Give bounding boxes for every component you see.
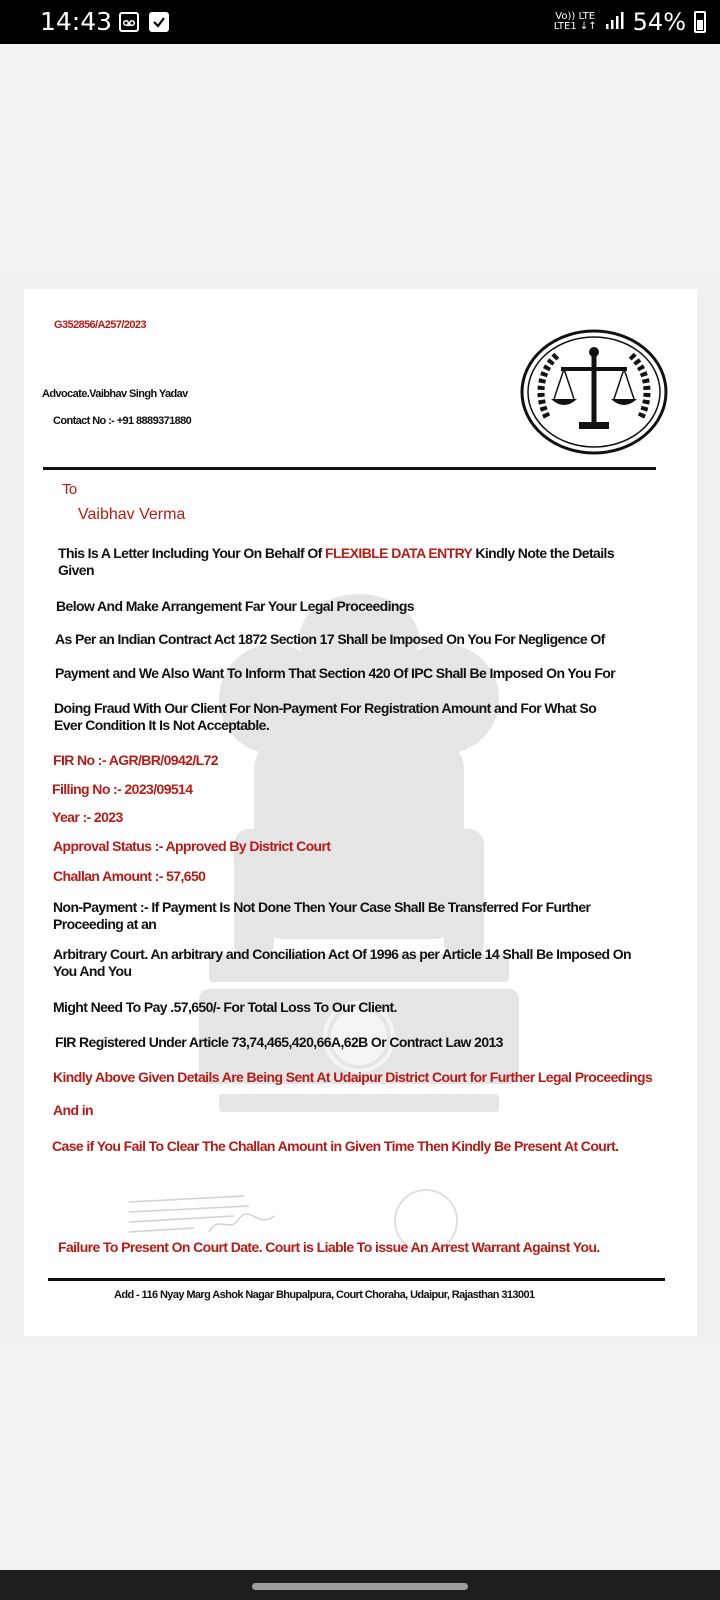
network-type: Vo)) LTE [555,11,596,22]
arbitrary-paragraph: Arbitrary Court. An arbitrary and Conciliation Act Of 1996 as per Article 14 Shall Be Imposed On You And You [53,946,632,979]
kindly-sent-notice: Kindly Above Given Details Are Being Sent At Udaipur District Court for Further Legal Proceedings [53,1069,653,1085]
advocate-name: Advocate.Vaibhav Singh Yadav [42,388,188,400]
case-if-fail: Case if You Fail To Clear The Challan Amount in Given Time Then Kindly Be Present At Court. [52,1138,619,1154]
intro-text-a: This Is A Letter Including Your On Behalf Of [58,545,326,561]
scales-of-justice-icon [519,327,669,457]
ashoka-emblem-icon [179,579,539,1139]
approval-status: Approval Status :- Approved By District Court [53,838,331,854]
network-sub: LTE1 ↓↑ [553,21,597,32]
fir-number: FIR No :- AGR/BR/0942/L72 [53,752,218,768]
address: Add - 116 Nyay Marg Ashok Nagar Bhupalpura, Court Choraha, Udaipur, Rajasthan 313001 [114,1289,535,1301]
recipient-name: Vaibhav Verma [78,506,186,523]
challan-amount: Challan Amount :- 57,650 [53,868,206,884]
legal-notice-image[interactable] [24,289,697,1336]
battery-icon [694,11,706,33]
contact-number: Contact No :- +91 8889371880 [53,415,192,427]
network-indicator [554,12,597,32]
status-time: 14:43 [40,7,113,36]
reference-number: G352856/A257/2023 [54,319,146,331]
line-contract-act: As Per an Indian Contract Act 1872 Section 17 Shall be Imposed On You For Negligence Of [55,631,605,647]
signature-stamp-icon [124,1194,304,1244]
home-gesture-handle[interactable] [252,1583,468,1590]
filling-number: Filling No :- 2023/09514 [52,781,193,797]
intro-paragraph [58,545,618,579]
might-need-to-pay: Might Need To Pay .57,650/- For Total Loss To Our Client. [53,999,397,1015]
footer-divider [48,1278,665,1281]
intro-text-b: Kindly Note the Details Given [58,545,615,578]
fir-registered: FIR Registered Under Article 73,74,465,420,66A,62B Or Contract Law 2013 [55,1034,503,1050]
voicemail-icon [119,12,139,32]
status-bar [0,0,720,44]
non-payment-paragraph: Non-Payment :- If Payment Is Not Done Then Your Case Shall Be Transferred For Further Proceeding at an [53,899,591,932]
and-in: And in [53,1102,93,1118]
failure-warning: Failure To Present On Court Date. Court is Liable To issue An Arrest Warrant Against You. [58,1239,600,1255]
status-indicators [554,8,706,36]
year: Year :- 2023 [52,809,123,825]
viewer-top-area [0,44,720,270]
signal-icon [605,11,625,34]
to-label: To [62,481,77,498]
battery-percent: 54% [632,8,686,36]
line-fraud: Doing Fraud With Our Client For Non-Payment For Registration Amount and For What So Ever Condition It Is Not Acceptable. [54,700,597,733]
company-name: FLEXIBLE DATA ENTRY [325,545,473,561]
line-payment: Payment and We Also Want To Inform That Section 420 Of IPC Shall Be Imposed On You For [55,665,616,681]
line-below: Below And Make Arrangement Far Your Legal Proceedings [56,598,414,614]
header-divider [43,467,656,470]
checkbox-icon [149,12,169,32]
